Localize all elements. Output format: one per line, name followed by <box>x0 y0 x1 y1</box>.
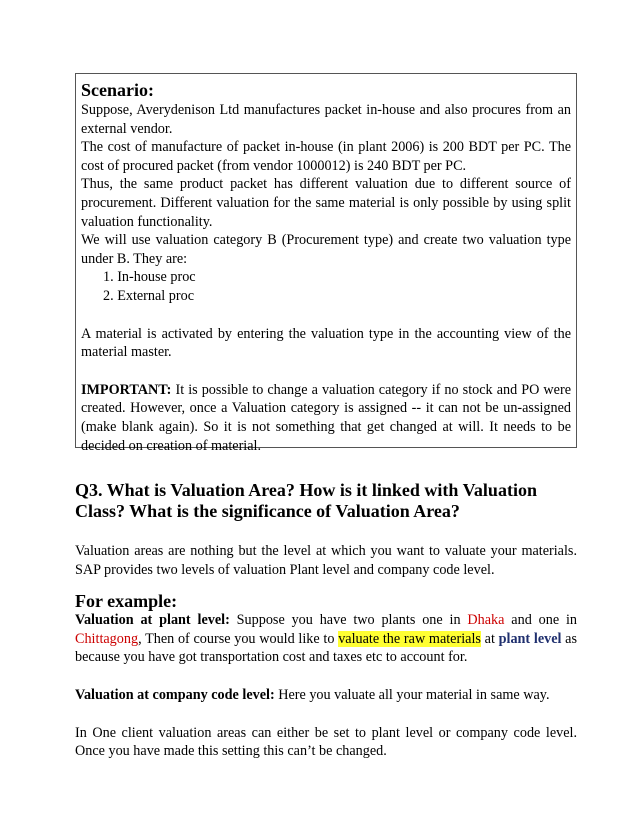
plant-text-4: at <box>480 630 499 647</box>
q3-intro: Valuation areas are nothing but the level at which you want to valuate your materials. SAP provides two levels of valuation Plant level and company code level. <box>75 543 577 578</box>
plant-text-2: and one in <box>504 612 577 629</box>
chittagong-text: Chittagong <box>75 630 139 647</box>
scenario-paragraph-5: A material is activated by entering the valuation type in the accounting view of the material master. <box>81 325 571 361</box>
valuation-type-list <box>81 268 571 305</box>
list-item: 1. In-house proc <box>103 269 196 286</box>
company-level-paragraph <box>75 686 577 705</box>
list-item: 2. External proc <box>103 287 194 304</box>
scenario-paragraph-2: The cost of manufacture of packet in-house (in plant 2006) is 200 BDT per PC. The cost of procured packet (from vendor 1000012) is 240 BDT per PC. <box>81 139 571 174</box>
plant-level-paragraph <box>75 611 577 667</box>
company-level-text: Here you valuate all your material in same way. <box>274 686 550 703</box>
example-heading: For example: <box>75 591 178 612</box>
main-content <box>75 480 577 761</box>
plant-text-3: , Then of course you would like to <box>138 630 339 647</box>
scenario-paragraph-1: Suppose, Averydenison Ltd manufactures packet in-house and also procures from an external vendor. <box>81 102 571 137</box>
company-level-label: Valuation at company code level: <box>75 686 275 703</box>
important-paragraph <box>81 381 571 455</box>
q3-heading: Q3. What is Valuation Area? How is it linked with Valuation Class? What is the significance of Valuation Area? <box>75 480 537 521</box>
scenario-box <box>75 73 577 454</box>
plant-level-emphasis: plant level <box>498 630 562 647</box>
plant-text-1: Suppose you have two plants one in <box>229 612 468 629</box>
plant-text-5: as because you have got transportation cost and taxes etc to account for. <box>75 630 577 666</box>
scenario-paragraph-3: Thus, the same product packet has different valuation due to different source of procurement. Different valuation for the same material is only possible by using split valuation functionality. <box>81 176 571 230</box>
dhaka-text: Dhaka <box>467 612 505 629</box>
scenario-title: Scenario: <box>81 80 154 100</box>
important-label: IMPORTANT: <box>81 381 172 398</box>
highlighted-text: valuate the raw materials <box>338 630 481 647</box>
scenario-paragraph-4: We will use valuation category B (Procurement type) and create two valuation type under B. They are: <box>81 232 571 267</box>
plant-level-label: Valuation at plant level: <box>75 612 230 629</box>
important-text: It is possible to change a valuation category if no stock and PO were created. However, once a Valuation category is assigned -- it can not be un-assigned (make blank again). So it is not something that get changed at will. It needs to be decided on creation of material. <box>81 381 571 454</box>
closing-paragraph: In One client valuation areas can either be set to plant level or company code level. Once you have made this setting this can’t be changed. <box>75 724 577 760</box>
